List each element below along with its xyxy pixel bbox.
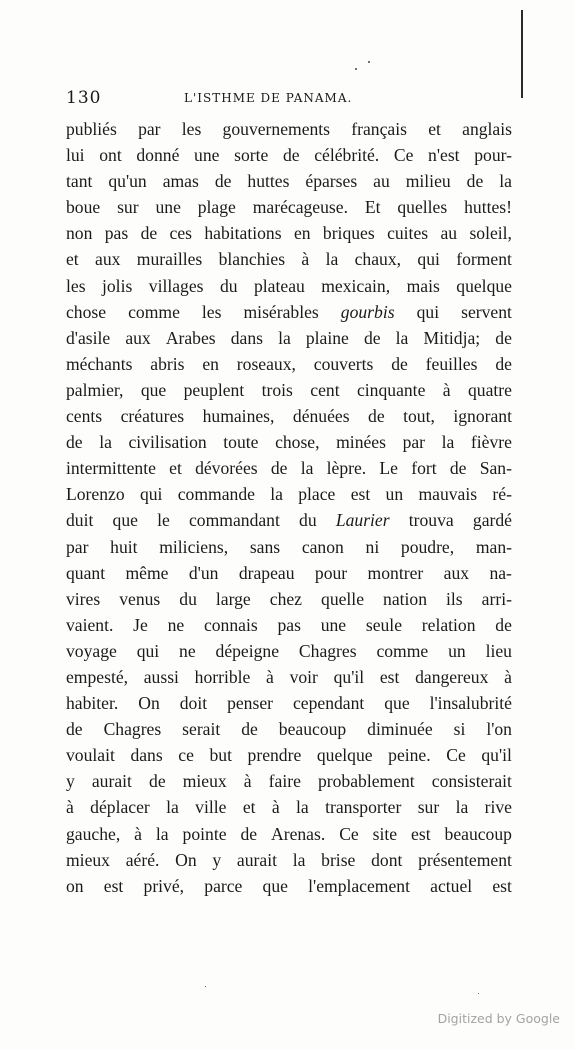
word: le <box>157 510 170 531</box>
word: sur <box>417 797 440 818</box>
word: ré- <box>492 484 512 505</box>
word: les <box>201 301 222 322</box>
word: du <box>299 510 317 531</box>
word: la <box>441 432 455 453</box>
word: mais <box>406 275 440 296</box>
text-line <box>66 507 512 533</box>
page-header <box>66 88 512 110</box>
word: qui <box>139 484 163 505</box>
word: la <box>325 249 339 270</box>
word: est <box>411 823 431 844</box>
word: transporter <box>325 797 402 818</box>
word: de <box>368 406 385 427</box>
word: comme <box>128 301 180 322</box>
text-line <box>66 325 512 351</box>
text-line <box>66 246 512 272</box>
word: but <box>209 745 232 766</box>
word: tout, <box>403 406 435 427</box>
word: Chagres <box>298 640 357 661</box>
word: cents <box>66 406 103 427</box>
word: qui <box>416 301 440 322</box>
word: feuilles <box>425 353 478 374</box>
word: habiter. <box>66 693 119 714</box>
text-line <box>66 664 512 690</box>
word: qui <box>417 249 440 270</box>
word: connais <box>203 614 258 635</box>
word: beaucoup <box>444 823 512 844</box>
word: aéré. <box>125 849 160 870</box>
word: pointe <box>182 823 227 844</box>
word: blanchies <box>218 249 286 270</box>
word: en <box>293 223 311 244</box>
text-line <box>66 821 512 847</box>
text-line <box>66 560 512 586</box>
word: de <box>149 771 166 792</box>
word: aux <box>125 327 151 348</box>
word: à <box>504 666 512 687</box>
word: ni <box>365 536 380 557</box>
word: lèpre. <box>326 458 367 479</box>
text-line <box>66 377 512 403</box>
word: rive <box>484 797 512 818</box>
word: voyage <box>66 640 117 661</box>
word: huit <box>110 536 138 557</box>
speck <box>368 61 370 63</box>
word: une <box>320 614 347 635</box>
word: les <box>181 119 202 139</box>
word: de <box>391 353 408 374</box>
word: aux <box>95 249 121 270</box>
word: de <box>495 327 512 348</box>
body-text <box>66 116 512 899</box>
word: ne <box>167 614 185 635</box>
word: doit <box>179 693 208 714</box>
word: forment <box>456 249 512 270</box>
word: palmier, <box>66 379 124 400</box>
word: la <box>292 849 306 870</box>
word: gauche, <box>66 823 121 844</box>
word: à <box>266 666 274 687</box>
text-line <box>66 220 512 246</box>
word: drapeau <box>238 562 295 583</box>
word: qu'un <box>108 171 147 192</box>
word: faire <box>268 771 301 792</box>
word: voulait <box>66 745 115 766</box>
word: Mitidja; <box>423 327 481 348</box>
word: prendre <box>247 745 302 766</box>
word: à <box>243 771 252 792</box>
word: empesté, <box>66 666 129 687</box>
word: mieux <box>66 849 110 870</box>
word: lieu <box>485 640 512 661</box>
word: commande <box>177 484 255 505</box>
text-line <box>66 299 512 325</box>
word: privé, <box>143 875 185 896</box>
word: pour <box>314 562 348 583</box>
word: civilisation <box>128 432 207 453</box>
word: la <box>455 797 469 818</box>
word: quelque <box>456 275 512 296</box>
word: San- <box>479 458 512 479</box>
text-line <box>66 716 512 742</box>
word: vires <box>66 588 101 609</box>
word: la <box>99 432 112 453</box>
word: Laurier <box>335 510 390 531</box>
word: servent <box>461 301 512 322</box>
word: chose <box>66 301 107 322</box>
word: cinquante <box>356 379 426 400</box>
text-line <box>66 116 512 142</box>
word: de <box>363 327 381 348</box>
word: On <box>175 849 197 870</box>
word: ces <box>169 223 192 244</box>
word: de <box>66 719 83 740</box>
word: du <box>179 588 197 609</box>
word: en <box>202 353 219 374</box>
word: n'est <box>428 145 460 166</box>
word: venus <box>119 588 161 609</box>
word: soleil, <box>469 223 512 244</box>
page-number: 130 <box>66 88 102 108</box>
word: gardé <box>472 510 512 531</box>
text-line <box>66 403 512 429</box>
word: quelque <box>316 745 373 766</box>
word: une <box>155 197 181 218</box>
word: créatures <box>120 406 185 427</box>
text-line <box>66 455 512 481</box>
speck <box>355 68 357 70</box>
text-line <box>66 690 512 716</box>
word: donné <box>136 145 180 166</box>
word: aurait <box>236 849 277 870</box>
word: et <box>169 458 182 479</box>
word: plaine <box>305 327 349 348</box>
word: on <box>66 875 84 896</box>
word: arri- <box>481 588 512 609</box>
word: et <box>66 249 79 270</box>
word: quatre <box>467 379 512 400</box>
text-line <box>66 638 512 664</box>
word: est <box>379 666 400 687</box>
word: cependant <box>292 693 365 714</box>
word: boue <box>66 197 101 218</box>
word: que <box>112 510 138 531</box>
word: Ce <box>393 145 414 166</box>
word: huttes! <box>464 197 512 218</box>
word: miliciens, <box>159 536 229 557</box>
word: ville <box>195 797 227 818</box>
word: célébrité. <box>314 145 380 166</box>
word: tant <box>66 171 93 192</box>
word: humaines, <box>202 406 275 427</box>
word: si <box>453 719 466 740</box>
word: trouva <box>408 510 454 531</box>
word: une <box>194 145 220 166</box>
word: Ce <box>339 823 359 844</box>
word: penser <box>227 693 273 714</box>
word: pas <box>277 614 301 635</box>
word: ignorant <box>453 406 512 427</box>
word: villages <box>148 275 204 296</box>
word: de <box>66 432 83 453</box>
word: que <box>384 693 410 714</box>
word: anglais <box>462 119 512 139</box>
word: misérables <box>243 301 319 322</box>
word: par <box>66 536 89 557</box>
word: non <box>66 223 93 244</box>
word: que <box>262 875 288 896</box>
word: duit <box>66 510 94 531</box>
word: un <box>385 484 404 505</box>
word: Arenas. <box>271 823 326 844</box>
word: Je <box>133 614 148 635</box>
text-line <box>66 194 512 220</box>
word: de <box>449 458 467 479</box>
word: horrible <box>194 666 251 687</box>
word: aux <box>443 562 470 583</box>
word: voir <box>289 666 318 687</box>
word: comme <box>376 640 429 661</box>
word: quelles <box>397 197 448 218</box>
word: mexicain, <box>321 275 391 296</box>
word: dangereux <box>415 666 489 687</box>
word: de <box>466 171 484 192</box>
word: de <box>270 458 288 479</box>
word: Chagres <box>103 719 162 740</box>
word: Le <box>379 458 398 479</box>
word: de <box>495 353 512 374</box>
text-line <box>66 768 512 794</box>
word: sur <box>117 197 139 218</box>
word: dénuées <box>292 406 350 427</box>
word: large <box>215 588 251 609</box>
word: Et <box>364 197 381 218</box>
word: à <box>66 797 74 818</box>
word: dans <box>130 745 163 766</box>
word: de <box>495 614 512 635</box>
word: de <box>140 223 158 244</box>
word: peine. <box>388 745 431 766</box>
word: intermittente <box>66 458 156 479</box>
word: chose, <box>275 432 320 453</box>
word: à <box>301 249 310 270</box>
word: la <box>300 458 314 479</box>
word: abris <box>150 353 185 374</box>
word: y <box>212 849 222 870</box>
word: roseaux, <box>236 353 296 374</box>
word: sans <box>249 536 281 557</box>
text-line <box>66 873 512 899</box>
word: les <box>66 275 86 296</box>
word: huttes <box>247 171 290 192</box>
word: aurait <box>91 771 132 792</box>
word: consisterait <box>431 771 512 792</box>
word: sorte <box>234 145 269 166</box>
word: dépeigne <box>215 640 280 661</box>
word: y <box>66 771 75 792</box>
word: trois <box>261 379 293 400</box>
word: beaucoup <box>278 719 347 740</box>
word: montrer <box>367 562 424 583</box>
word: qu'il <box>333 666 365 687</box>
text-line <box>66 612 512 638</box>
word: parce <box>204 875 243 896</box>
word: dont <box>371 849 403 870</box>
word: mauvais <box>418 484 478 505</box>
word: commandant <box>189 510 280 531</box>
word: à <box>271 797 280 818</box>
text-line <box>66 351 512 377</box>
word: publiés <box>66 119 117 139</box>
word: quelle <box>321 588 365 609</box>
word: man- <box>475 536 512 557</box>
word: de <box>240 823 258 844</box>
word: de <box>214 171 232 192</box>
word: la <box>278 327 291 348</box>
word: chez <box>269 588 302 609</box>
word: déplacer <box>90 797 150 818</box>
word: ne <box>179 640 196 661</box>
word: aussi <box>143 666 179 687</box>
word: Arabes <box>165 327 216 348</box>
word: dévorées <box>195 458 258 479</box>
word: cent <box>310 379 340 400</box>
speck <box>205 986 206 987</box>
word: pour- <box>474 145 512 166</box>
word: ont <box>99 145 122 166</box>
text-line <box>66 534 512 560</box>
word: gouvernements <box>222 119 331 139</box>
text-line <box>66 273 512 299</box>
word: méchants <box>66 353 133 374</box>
word: par <box>138 119 161 139</box>
word: On <box>138 693 160 714</box>
word: de <box>241 719 258 740</box>
word: la <box>155 823 169 844</box>
word: qu'il <box>481 745 512 766</box>
word: est <box>492 875 512 896</box>
word: dans <box>230 327 263 348</box>
word: Ce <box>446 745 466 766</box>
word: ce <box>178 745 194 766</box>
running-title: L'ISTHME DE PANAMA. <box>184 91 353 105</box>
word: français <box>351 119 407 139</box>
word: lui <box>66 145 85 166</box>
word: probablement <box>317 771 415 792</box>
word: gourbis <box>340 301 395 322</box>
word: seule <box>365 614 403 635</box>
word: à <box>442 379 451 400</box>
word: poudre, <box>400 536 455 557</box>
word: présentement <box>418 849 512 870</box>
word: cuites <box>387 223 429 244</box>
word: briques <box>322 223 375 244</box>
word: l'insalubrité <box>429 693 512 714</box>
word: couverts <box>313 353 374 374</box>
word: toute <box>223 432 259 453</box>
digitized-watermark: Digitized by Google <box>437 1011 560 1026</box>
word: et <box>242 797 256 818</box>
word: qui <box>136 640 160 661</box>
word: que <box>140 379 167 400</box>
word: actuel <box>430 875 473 896</box>
speck <box>478 993 479 994</box>
word: habitations <box>204 223 282 244</box>
word: l'emplacement <box>308 875 410 896</box>
text-line <box>66 586 512 612</box>
word: quant <box>66 562 106 583</box>
word: par <box>402 432 426 453</box>
word: est <box>103 875 124 896</box>
word: serait <box>182 719 221 740</box>
word: la <box>270 484 283 505</box>
word: murailles <box>136 249 203 270</box>
word: relation <box>421 614 476 635</box>
word: plage <box>197 197 236 218</box>
word: d'asile <box>66 327 111 348</box>
word: au <box>440 223 458 244</box>
word: nation <box>383 588 428 609</box>
word: plateau <box>254 275 305 296</box>
word: milieu <box>405 171 451 192</box>
word: peuplent <box>183 379 245 400</box>
word: Lorenzo <box>66 484 125 505</box>
text-line <box>66 794 512 820</box>
word: canon <box>301 536 344 557</box>
word: et <box>428 119 441 139</box>
text-line <box>66 168 512 194</box>
word: la <box>395 327 409 348</box>
word: à <box>134 823 142 844</box>
word: mieux <box>182 771 227 792</box>
word: éparses <box>305 171 358 192</box>
word: est <box>350 484 371 505</box>
word: d'un <box>188 562 219 583</box>
word: pas <box>104 223 129 244</box>
word: fort <box>411 458 437 479</box>
word: place <box>298 484 336 505</box>
word: marécageuse. <box>252 197 348 218</box>
word: l'on <box>486 719 512 740</box>
word: la <box>296 797 309 818</box>
word: brise <box>321 849 356 870</box>
text-line <box>66 742 512 768</box>
text-line <box>66 142 512 168</box>
word: même <box>125 562 169 583</box>
word: de <box>282 145 300 166</box>
word: site <box>372 823 398 844</box>
word: la <box>499 171 512 192</box>
word: chaux, <box>354 249 402 270</box>
word: na- <box>489 562 512 583</box>
word: du <box>219 275 238 296</box>
word: diminuée <box>367 719 433 740</box>
word: un <box>448 640 466 661</box>
word: fièvre <box>470 432 512 453</box>
word: la <box>166 797 179 818</box>
text-line <box>66 481 512 507</box>
text-line <box>66 847 512 873</box>
word: ils <box>446 588 463 609</box>
text-line <box>66 429 512 455</box>
word: au <box>373 171 390 192</box>
scan-edge-line <box>521 10 523 98</box>
word: minées <box>336 432 386 453</box>
word: vaient. <box>66 614 114 635</box>
word: jolis <box>102 275 133 296</box>
word: amas <box>162 171 199 192</box>
